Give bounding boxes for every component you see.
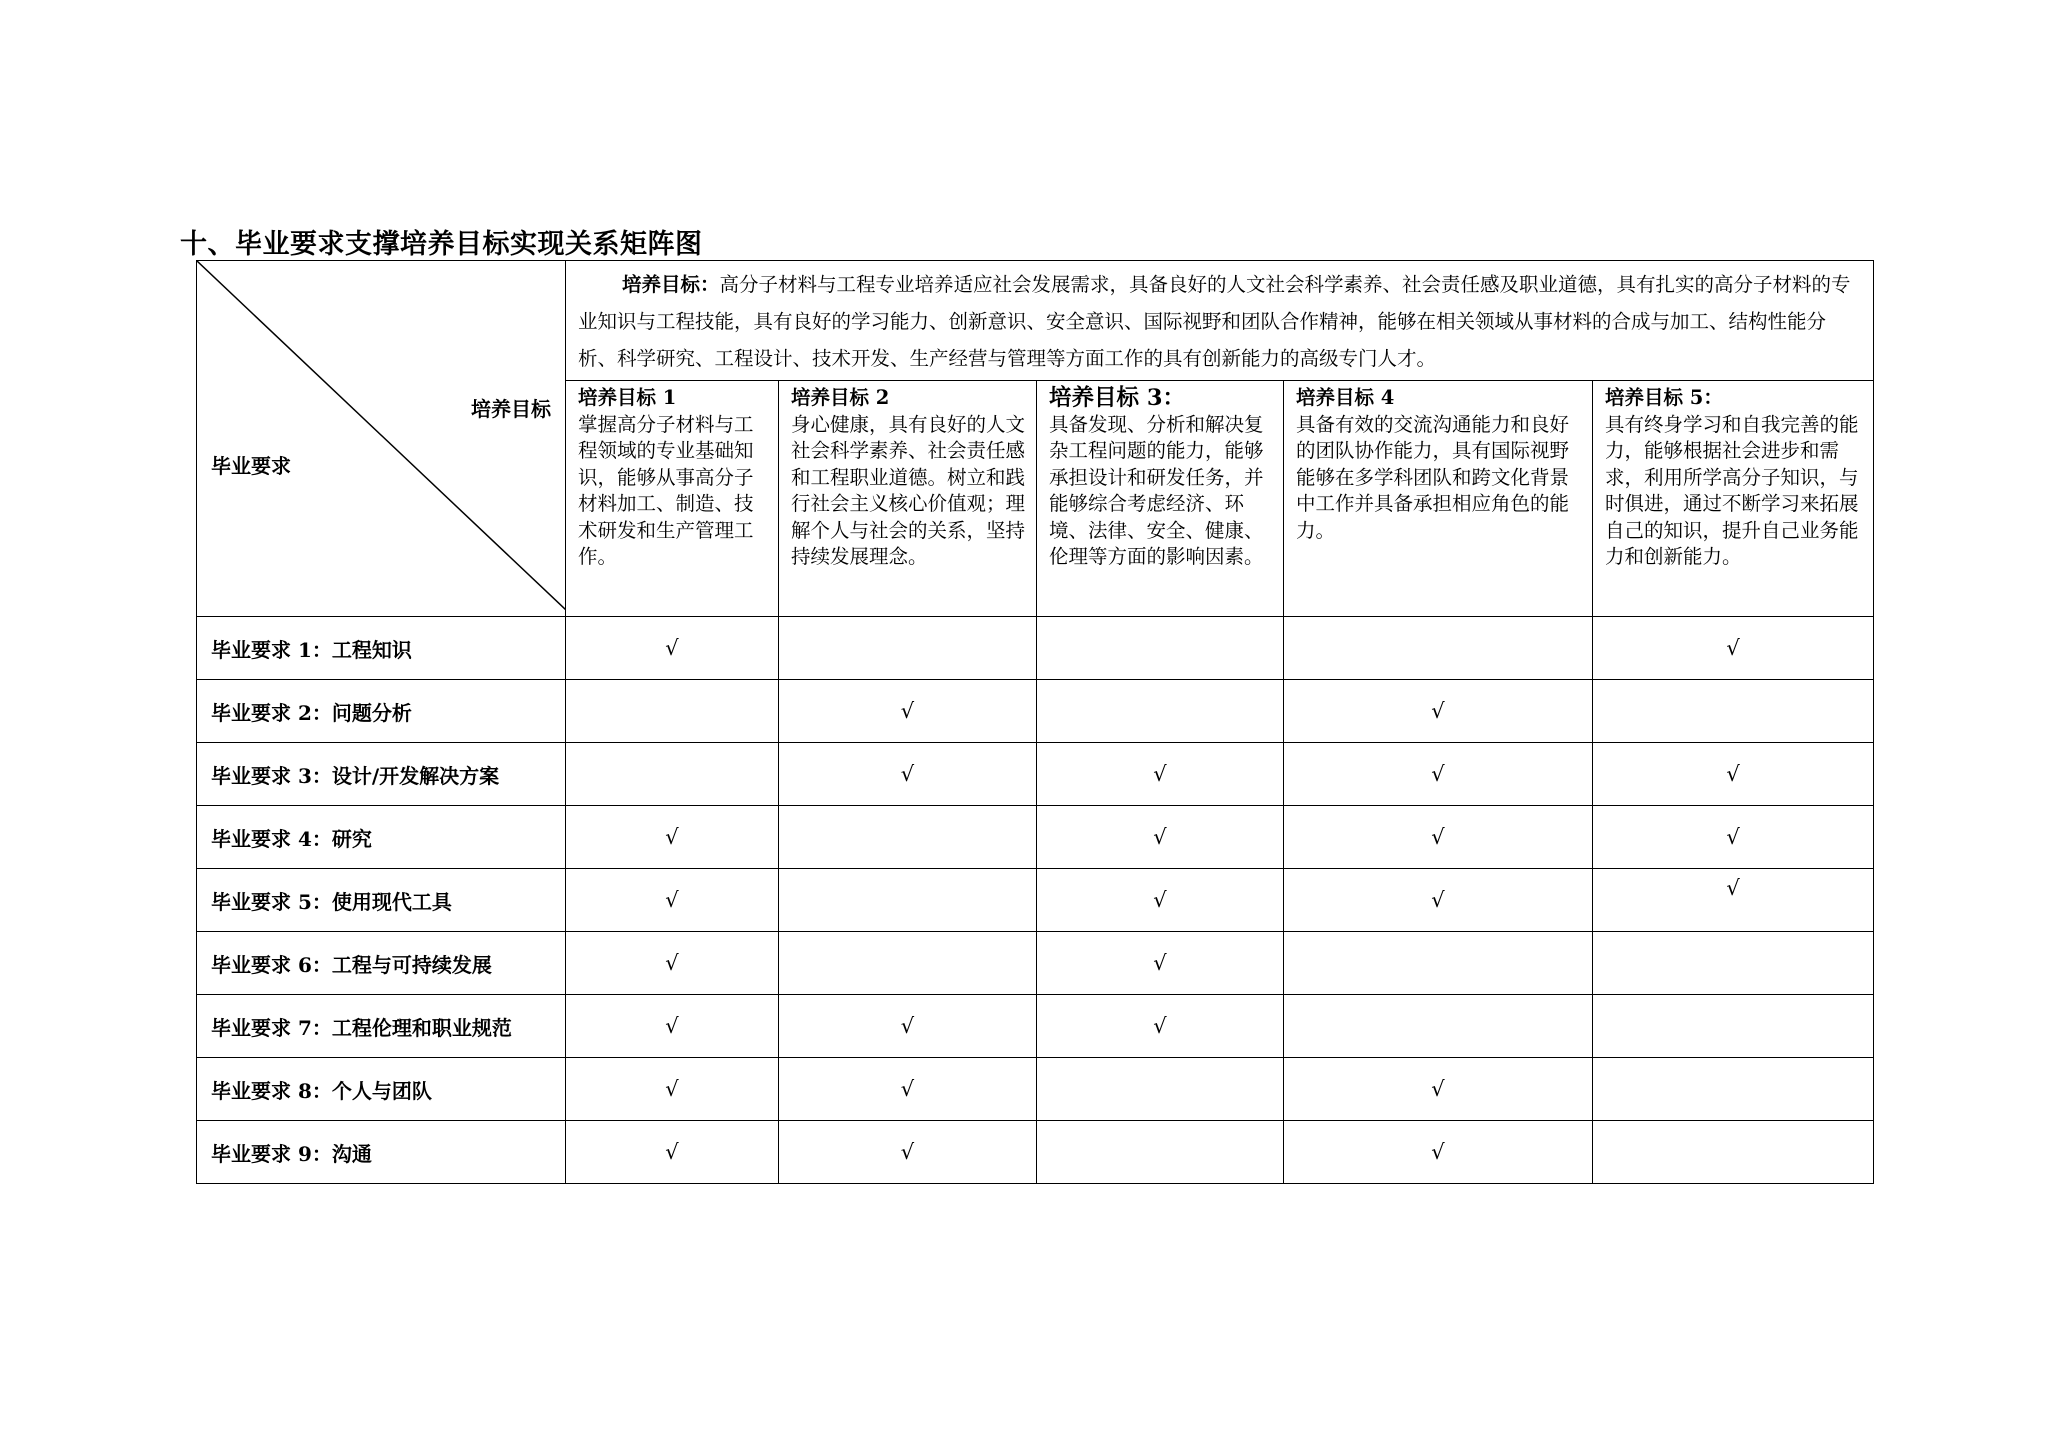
goal-text: 身心健康，具有良好的人文社会科学素养、社会责任感和工程职业道德。树立和践行社会主义核心价值观；理解个人与社会的关系，坚持持续发展理念。 — [791, 412, 1026, 568]
corner-goal-label: 培养目标 — [471, 397, 551, 421]
requirement-row — [197, 995, 1874, 1058]
corner-cell — [197, 261, 566, 617]
support-cell — [1284, 680, 1593, 743]
requirement-row — [197, 869, 1874, 932]
goal-cell-1 — [566, 381, 779, 617]
support-cell — [566, 932, 779, 995]
header-row-overall — [197, 261, 1874, 381]
support-cell — [1037, 680, 1284, 743]
requirement-row — [197, 1121, 1874, 1184]
support-cell — [566, 743, 779, 806]
support-cell — [1037, 869, 1284, 932]
requirement-row — [197, 680, 1874, 743]
support-cell — [1037, 806, 1284, 869]
support-cell — [1037, 995, 1284, 1058]
requirement-label: 毕业要求 8：个人与团队 — [197, 1058, 566, 1121]
goal-cell-2 — [779, 381, 1037, 617]
goal-title: 培养目标 5： — [1605, 386, 1723, 409]
check-mark: √ — [1153, 825, 1167, 849]
check-mark: √ — [1431, 1140, 1445, 1164]
requirement-label: 毕业要求 6：工程与可持续发展 — [197, 932, 566, 995]
support-matrix-table — [196, 260, 1874, 1184]
support-cell — [566, 680, 779, 743]
check-mark: √ — [1726, 762, 1740, 786]
support-cell — [1284, 869, 1593, 932]
check-mark: √ — [900, 1014, 915, 1038]
goal-title: 培养目标 2 — [791, 386, 890, 409]
check-mark: √ — [1153, 888, 1167, 912]
check-mark: √ — [665, 888, 679, 912]
check-mark: √ — [1153, 762, 1167, 786]
goal-text: 掌握高分子材料与工程领域的专业基础知识，能够从事高分子材料加工、制造、技术研发和生产管理工作。 — [578, 412, 754, 568]
support-cell — [779, 1121, 1037, 1184]
support-cell — [1593, 617, 1874, 680]
diagonal-divider — [197, 261, 565, 610]
check-mark: √ — [900, 1077, 915, 1101]
check-mark: √ — [665, 951, 679, 975]
support-cell — [1284, 932, 1593, 995]
check-mark: √ — [900, 699, 915, 723]
support-cell — [1284, 995, 1593, 1058]
requirement-row — [197, 617, 1874, 680]
check-mark: √ — [1153, 951, 1167, 975]
support-cell — [1284, 1121, 1593, 1184]
overall-goal-label: 培养目标： — [622, 273, 720, 296]
support-cell — [1593, 680, 1874, 743]
goal-cell-3 — [1037, 381, 1284, 617]
requirement-row — [197, 1058, 1874, 1121]
support-cell — [1037, 743, 1284, 806]
support-cell — [1037, 1058, 1284, 1121]
requirement-row — [197, 932, 1874, 995]
requirement-row — [197, 806, 1874, 869]
support-cell — [1593, 1121, 1874, 1184]
check-mark: √ — [665, 825, 679, 849]
check-mark: √ — [665, 636, 679, 660]
support-cell — [566, 869, 779, 932]
goal-title: 培养目标 1 — [578, 386, 677, 409]
requirement-label: 毕业要求 3：设计/开发解决方案 — [197, 743, 566, 806]
goal-cell-5 — [1593, 381, 1874, 617]
check-mark: √ — [1431, 888, 1445, 912]
check-mark: √ — [665, 1140, 679, 1164]
support-cell — [566, 1121, 779, 1184]
support-cell — [779, 617, 1037, 680]
check-mark: √ — [1726, 825, 1740, 849]
support-cell — [779, 932, 1037, 995]
check-mark: √ — [900, 762, 915, 786]
support-cell — [566, 806, 779, 869]
support-cell — [1037, 932, 1284, 995]
check-mark: √ — [1726, 636, 1740, 660]
check-mark: √ — [1431, 825, 1445, 849]
requirement-label: 毕业要求 5：使用现代工具 — [197, 869, 566, 932]
goal-cell-4 — [1284, 381, 1593, 617]
support-cell — [779, 869, 1037, 932]
overall-goal-cell — [566, 261, 1874, 381]
requirement-label: 毕业要求 2：问题分析 — [197, 680, 566, 743]
support-cell — [566, 1058, 779, 1121]
requirement-row — [197, 743, 1874, 806]
requirement-label: 毕业要求 9：沟通 — [197, 1121, 566, 1184]
check-mark: √ — [1431, 699, 1445, 723]
check-mark: √ — [665, 1014, 679, 1038]
support-cell — [1284, 806, 1593, 869]
requirement-label: 毕业要求 1：工程知识 — [197, 617, 566, 680]
support-cell — [566, 617, 779, 680]
support-cell — [1284, 617, 1593, 680]
support-cell — [779, 806, 1037, 869]
support-cell — [566, 995, 779, 1058]
check-mark: √ — [900, 1140, 915, 1164]
corner-requirement-label: 毕业要求 — [211, 454, 291, 478]
support-cell — [1593, 1058, 1874, 1121]
support-cell — [1037, 1121, 1284, 1184]
support-cell — [779, 995, 1037, 1058]
check-mark: √ — [1153, 1014, 1167, 1038]
goal-text: 具备发现、分析和解决复杂工程问题的能力，能够承担设计和研发任务，并能够综合考虑经济、环境、法律、安全、健康、伦理等方面的影响因素。 — [1049, 412, 1264, 568]
goal-text: 具备有效的交流沟通能力和良好的团队协作能力，具有国际视野能够在多学科团队和跨文化背景中工作并具备承担相应角色的能力。 — [1296, 412, 1570, 542]
requirement-label: 毕业要求 7：工程伦理和职业规范 — [197, 995, 566, 1058]
support-cell — [1593, 743, 1874, 806]
goal-text: 具有终身学习和自我完善的能力，能够根据社会进步和需求，利用所学高分子知识，与时俱进，通过不断学习来拓展自己的知识，提升自己业务能力和创新能力。 — [1605, 412, 1859, 568]
goal-title: 培养目标 4 — [1296, 386, 1395, 409]
support-cell — [1037, 617, 1284, 680]
support-cell — [779, 680, 1037, 743]
support-cell — [1593, 932, 1874, 995]
requirement-label: 毕业要求 4：研究 — [197, 806, 566, 869]
check-mark: √ — [1431, 762, 1445, 786]
support-cell — [779, 1058, 1037, 1121]
section-title: 十、毕业要求支撑培养目标实现关系矩阵图 — [180, 229, 703, 260]
check-mark: √ — [1726, 876, 1740, 900]
check-mark: √ — [665, 1077, 679, 1101]
support-cell — [1593, 806, 1874, 869]
support-cell — [1593, 995, 1874, 1058]
support-cell — [1284, 743, 1593, 806]
support-cell — [779, 743, 1037, 806]
goal-title: 培养目标 3： — [1049, 385, 1185, 411]
support-cell — [1284, 1058, 1593, 1121]
support-cell — [1593, 869, 1874, 932]
check-mark: √ — [1431, 1077, 1445, 1101]
overall-goal-text: 高分子材料与工程专业培养适应社会发展需求，具备良好的人文社会科学素养、社会责任感及职业道德，具有扎实的高分子材料的专业知识与工程技能，具有良好的学习能力、创新意识、安全意识、国际视野和团队合作精神，能够在相关领域从事材料的合成与加工、结构性能分析、科学研究、工程设计、技术开发、生产经营与管理等方面工作的具有创新能力的高级专门人才。 — [578, 273, 1851, 370]
